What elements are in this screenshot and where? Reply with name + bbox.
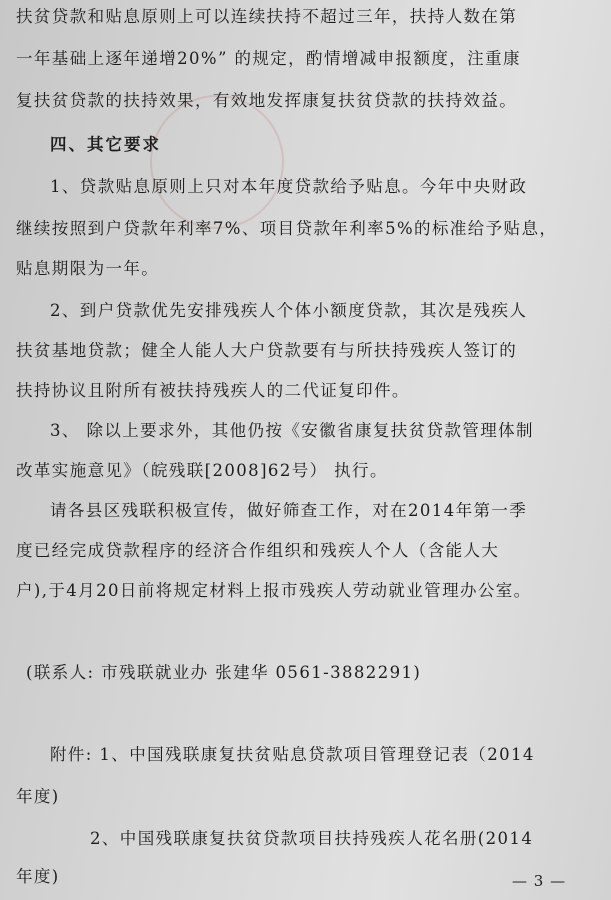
text-line: 复扶贫贷款的扶持效果，有效地发挥康复扶贫贷款的扶持效益。 xyxy=(16,91,518,110)
contact-line: (联系人: 市残联就业办 张建华 0561-3882291) xyxy=(26,663,422,682)
page-number: — 3 — xyxy=(512,872,567,890)
attachment-line: 附件: 1、中国残联康复扶贫贴息贷款项目管理登记表（2014 xyxy=(50,745,535,764)
seal-stamp xyxy=(150,95,284,229)
attachment-line: 年度) xyxy=(16,867,60,886)
text-line: 继续按照到户贷款年利率7%、项目贷款年利率5%的标准给予贴息， xyxy=(16,219,558,238)
text-line: 扶贫基地贷款；健全人能人大户贷款要有与所扶持残疾人签订的 xyxy=(16,341,518,360)
text-line: 3、 除以上要求外，其他仍按《安徽省康复扶贫贷款管理体制 xyxy=(50,421,534,440)
text-line: 扶持协议且附所有被扶持残疾人的二代证复印件。 xyxy=(16,381,410,400)
text-line: 户),于4月20日前将规定材料上报市残疾人劳动就业管理办公室。 xyxy=(16,581,532,600)
text-line: 贴息期限为一年。 xyxy=(16,259,160,278)
text-line: 扶贫贷款和贴息原则上可以连续扶持不超过三年，扶持人数在第 xyxy=(16,7,518,26)
text-line: 请各县区残联积极宣传，做好筛查工作，对在2014年第一季 xyxy=(50,501,528,520)
text-line: 1、贷款贴息原则上只对本年度贷款给予贴息。今年中央财政 xyxy=(50,177,528,196)
text-line: 一年基础上逐年递增20%” 的规定，酌情增减申报额度，注重康 xyxy=(16,49,521,68)
text-line: 度已经完成贷款程序的经济合作组织和残疾人个人（含能人大 xyxy=(16,541,500,560)
attachment-line: 年度) xyxy=(16,787,60,806)
text-line: 改革实施意见》（皖残联[2008]62号） 执行。 xyxy=(16,461,388,480)
text-line: 2、到户贷款优先安排残疾人个体小额度贷款，其次是残疾人 xyxy=(50,301,528,320)
section-heading: 四、其它要求 xyxy=(50,135,161,154)
attachment-line: 2、中国残联康复扶贫贷款项目扶持残疾人花名册(2014 xyxy=(90,829,534,848)
